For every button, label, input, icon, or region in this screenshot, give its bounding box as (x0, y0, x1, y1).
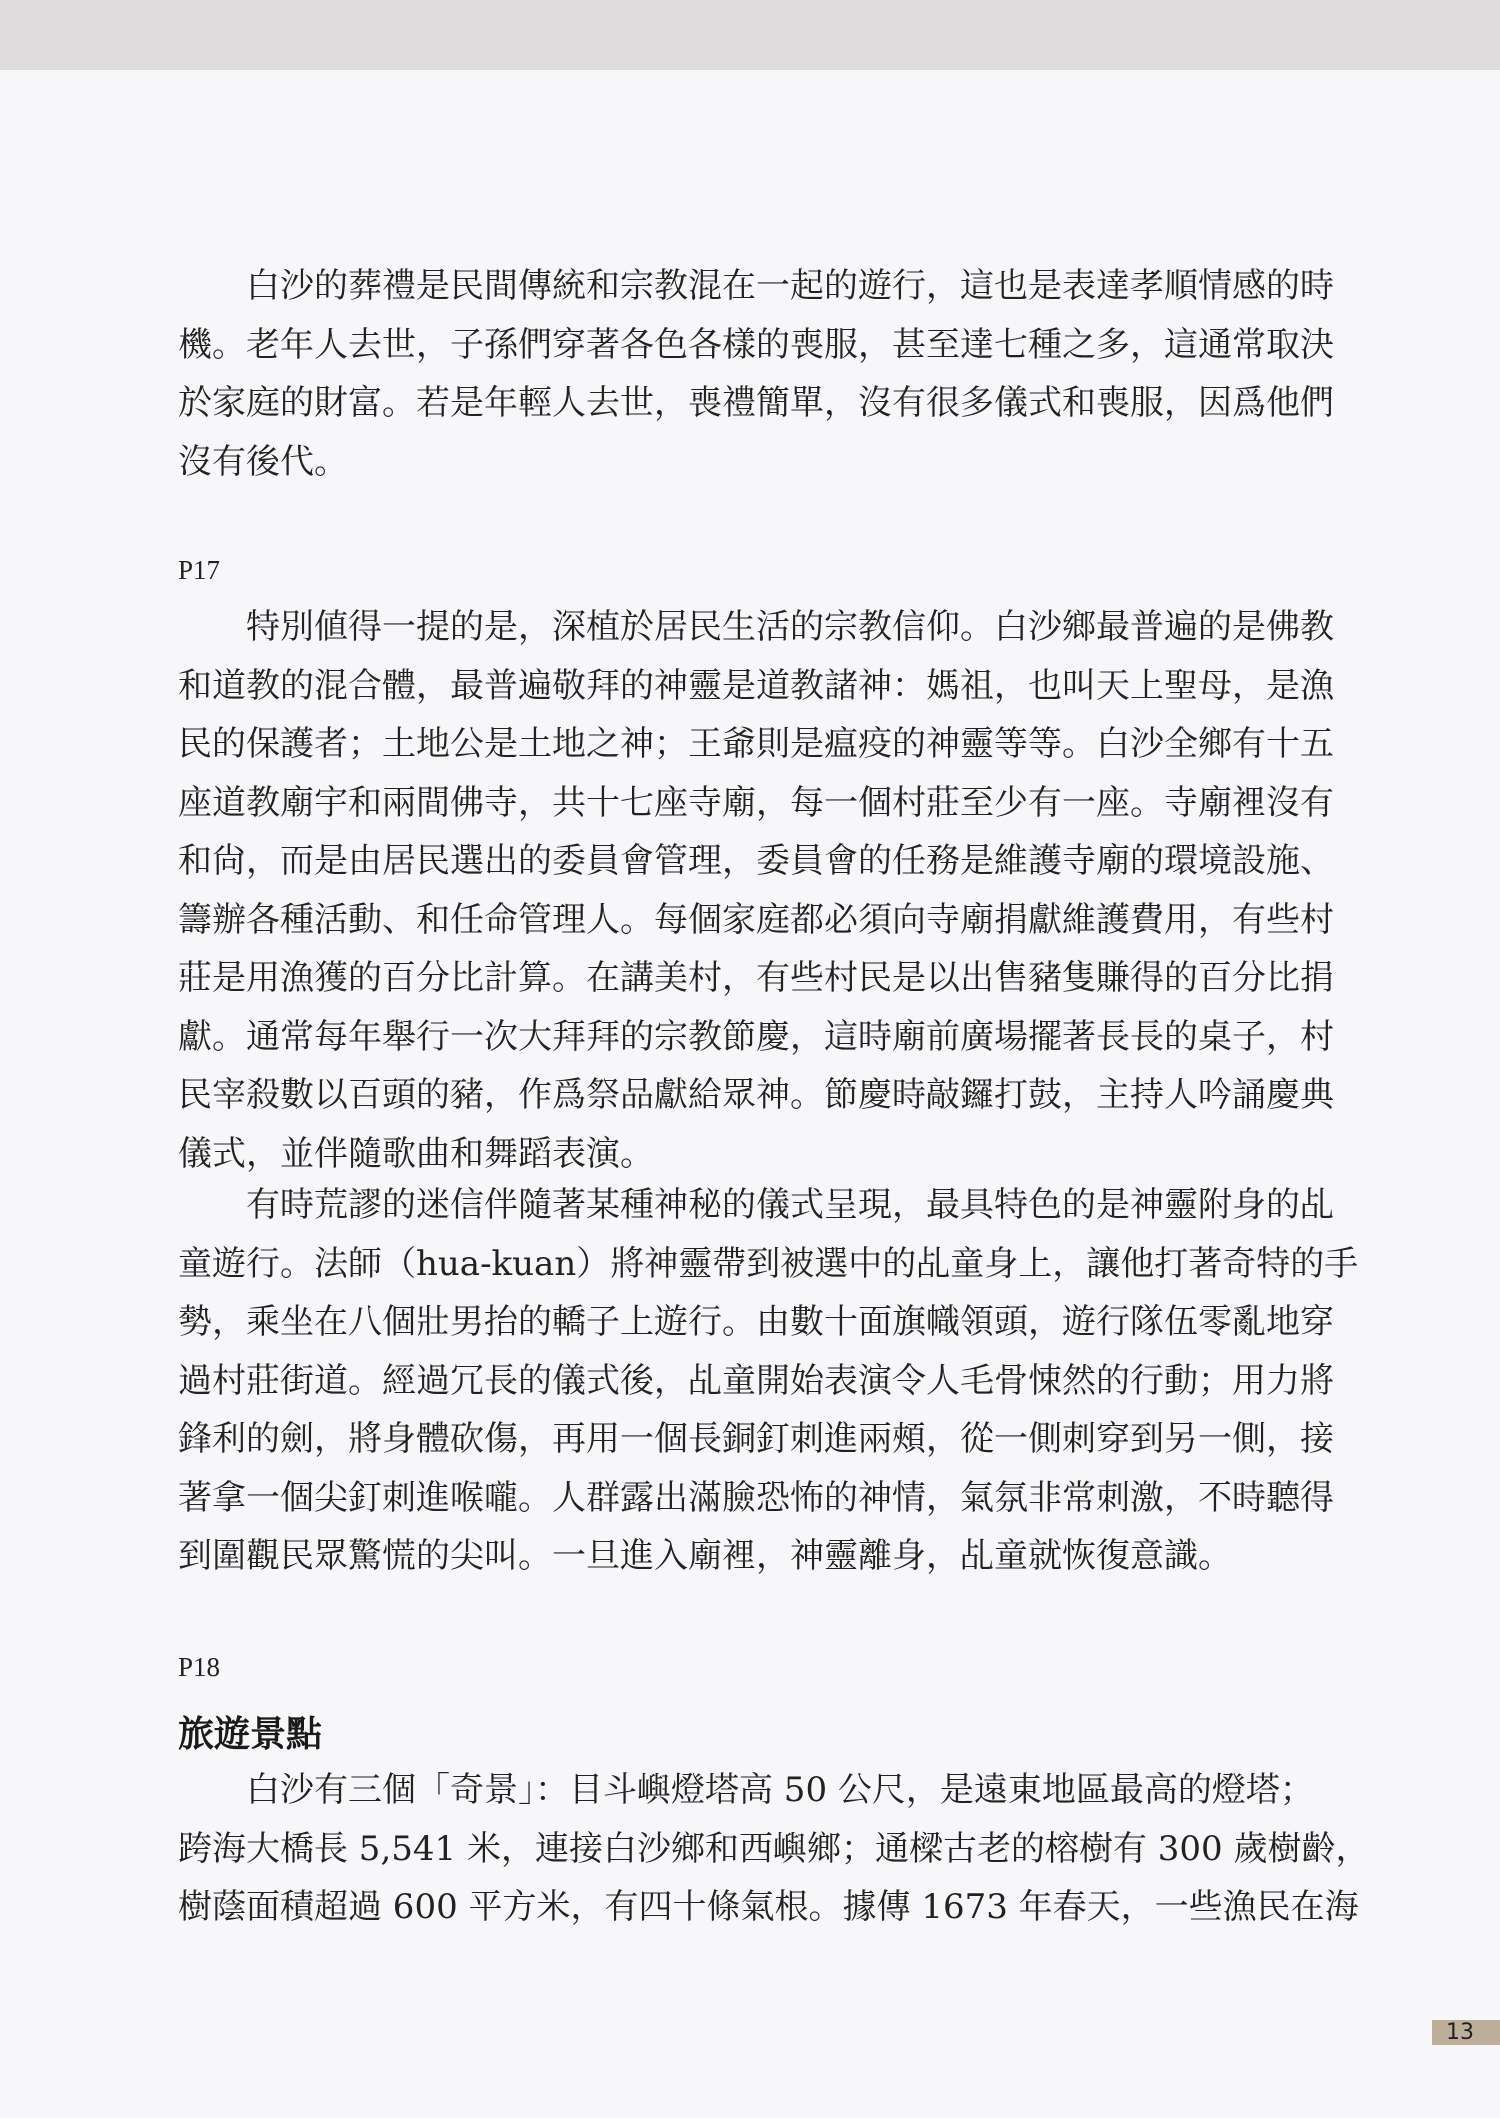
text-line: 鋒利的劍，將身體砍傷，再用一個長銅釘刺進兩頰，從一側刺穿到另一側，接 (178, 1419, 1334, 1459)
text-line: 著拿一個尖釘刺進喉嚨。人群露出滿臉恐怖的神情，氣氛非常刺激，不時聽得 (178, 1477, 1334, 1518)
page-ref-p18: P18 (178, 1652, 221, 1682)
paragraph-religion (178, 598, 1334, 1183)
page-number: 13 (1432, 2020, 1500, 2045)
text-line: 和道教的混合體，最普遍敬拜的神靈是道教諸神：媽祖，也叫天上聖母，是漁 (178, 665, 1334, 706)
section-heading-tourist-spots: 旅遊景點 (178, 1714, 323, 1755)
text-line: 座道教廟宇和兩間佛寺，共十七座寺廟，每一個村莊至少有一座。寺廟裡沒有 (178, 782, 1334, 823)
scan-top-band (0, 0, 1500, 70)
text-line: 獻。通常每年舉行一次大拜拜的宗教節慶，這時廟前廣場擺著長長的桌子，村 (178, 1016, 1334, 1057)
text-line: 童遊行。法師（hua-kuan）將神靈帶到被選中的乩童身上，讓他打著奇特的手 (178, 1243, 1359, 1284)
paragraph-funeral (178, 257, 1334, 491)
text-line: 民宰殺數以百頭的豬，作爲祭品獻給眾神。節慶時敲鑼打鼓，主持人吟誦慶典 (178, 1075, 1334, 1115)
text-line: 機。老年人去世，子孫們穿著各色各樣的喪服，甚至達七種之多，這通常取決 (178, 324, 1334, 365)
text-line: 跨海大橋長 5,541 米，連接白沙鄉和西嶼鄉；通樑古老的榕樹有 300 歲樹齡， (178, 1828, 1370, 1869)
text-line: 和尙，而是由居民選出的委員會管理，委員會的任務是維護寺廟的環境設施、 (178, 841, 1334, 881)
text-line: 民的保護者；土地公是土地之神；王爺則是瘟疫的神靈等等。白沙全鄉有十五 (178, 724, 1334, 764)
paragraph-tourist-spots (178, 1761, 1370, 1937)
text-line: 樹蔭面積超過 600 平方米，有四十條氣根。據傳 1673 年春天，一些漁民在海 (178, 1887, 1359, 1927)
text-line: 到圍觀民眾驚慌的尖叫。一旦進入廟裡，神靈離身，乩童就恢復意識。 (178, 1536, 1232, 1576)
text-line: 勢，乘坐在八個壯男抬的轎子上遊行。由數十面旗幟領頭，遊行隊伍零亂地穿 (178, 1302, 1334, 1342)
text-line: 白沙有三個「奇景」：目斗嶼燈塔高 50 公尺，是遠東地區最高的燈塔； (246, 1770, 1314, 1810)
text-line: 莊是用漁獲的百分比計算。在講美村，有些村民是以出售豬隻賺得的百分比捐 (178, 958, 1334, 998)
text-line: 特別値得一提的是，深植於居民生活的宗教信仰。白沙鄉最普遍的是佛教 (246, 607, 1334, 647)
page-ref-p17: P17 (178, 555, 221, 585)
text-line: 有時荒謬的迷信伴隨著某種神秘的儀式呈現，最具特色的是神靈附身的乩 (246, 1185, 1334, 1225)
text-line: 於家庭的財富。若是年輕人去世，喪禮簡單，沒有很多儀式和喪服，因爲他們 (178, 383, 1334, 423)
text-line: 儀式，並伴隨歌曲和舞蹈表演。 (178, 1133, 654, 1174)
text-line: 籌辦各種活動、和任命管理人。每個家庭都必須向寺廟捐獻維護費用，有些村 (178, 899, 1334, 940)
paragraph-tangki-procession (178, 1176, 1359, 1586)
text-line: 沒有後代。 (178, 441, 348, 482)
text-line: 過村莊街道。經過冗長的儀式後，乩童開始表演令人毛骨悚然的行動；用力將 (178, 1360, 1334, 1401)
text-line: 白沙的葬禮是民間傳統和宗教混在一起的遊行，這也是表達孝順情感的時 (246, 266, 1334, 306)
